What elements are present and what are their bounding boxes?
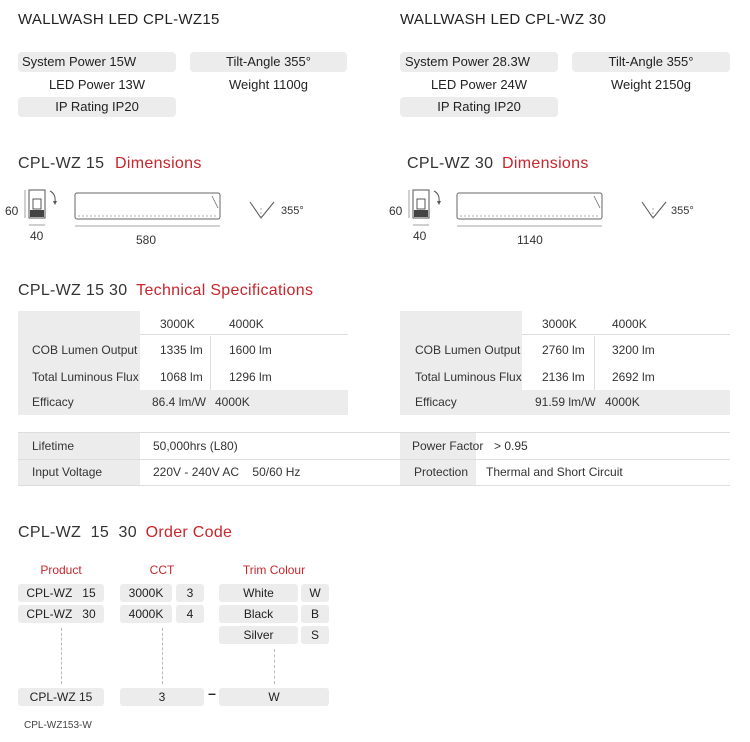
tech-table-1-cct-2: 4000K: [229, 317, 264, 331]
general-specs-row-divider: [18, 459, 730, 460]
order-trim-option-1-name: White: [219, 584, 298, 602]
lifetime-label: Lifetime: [32, 439, 75, 453]
dimensions-1-angle: 355°: [281, 205, 304, 217]
tech-specs-heading: [18, 282, 313, 300]
order-cct-connector: [162, 628, 163, 684]
dimensions-1-model: CPL-WZ 15: [18, 155, 105, 172]
order-result-product: CPL-WZ 15: [18, 688, 104, 706]
dimensions-2-model: CPL-WZ 30: [407, 155, 494, 172]
product-1-tilt-angle: Tilt-Angle 355°: [190, 52, 347, 72]
order-product-connector: [61, 628, 62, 684]
tech-table-2-row-2-value-2: 2692 lm: [612, 370, 655, 384]
tech-table-1-row-3-label: Efficacy: [32, 395, 74, 409]
power-factor-label: Power Factor: [412, 439, 484, 453]
tech-table-1-row-2-label: Total Luminous Flux: [32, 370, 139, 384]
order-code-label: Order Code: [145, 524, 233, 541]
tech-table-2-row-2-label: Total Luminous Flux: [415, 370, 522, 384]
order-cct-option-2-code: 4: [176, 605, 204, 623]
lifetime-value: 50,000hrs (L80): [153, 439, 238, 453]
order-trim-header: Trim Colour: [242, 563, 306, 577]
dimensions-1-length: 580: [136, 233, 157, 247]
dimensions-1-profile-drawing: [20, 185, 65, 230]
tech-table-2-row-2-value-1: 2136 lm: [542, 370, 585, 384]
order-trim-option-2-code: B: [301, 605, 329, 623]
dimensions-1-heading: [18, 155, 202, 173]
dimensions-2-height: 60: [389, 204, 403, 218]
product-1-title: WALLWASH LED CPL-WZ15: [18, 11, 220, 28]
order-cct-option-1-name: 3000K: [120, 584, 172, 602]
tech-table-1-row-3-value-2: 4000K: [215, 395, 250, 409]
dimensions-2-angle: 355°: [671, 205, 694, 217]
tech-table-2-row-1-label: COB Lumen Output: [415, 343, 521, 357]
order-trim-option-2-name: Black: [219, 605, 298, 623]
tech-table-1-row-1-value-1: 1335 lm: [160, 343, 203, 357]
dimensions-1-width: 40: [30, 229, 44, 243]
order-code-heading: [18, 524, 232, 542]
product-2-weight: Weight 2150g: [611, 77, 691, 92]
order-trim-connector: [274, 649, 275, 684]
product-2-tilt-angle: Tilt-Angle 355°: [572, 52, 730, 72]
order-result-trim: W: [219, 688, 329, 706]
tech-table-2-row-3-value-1: 91.59 lm/W: [535, 395, 596, 409]
order-cct-option-1-code: 3: [176, 584, 204, 602]
dimensions-1-height: 60: [5, 204, 19, 218]
input-voltage-value: 220V - 240V AC 50/60 Hz: [153, 465, 301, 479]
order-product-option-2: CPL-WZ 30: [18, 605, 104, 623]
tech-table-2-divider: [522, 334, 730, 335]
product-1-ip-rating: IP Rating IP20: [18, 97, 176, 117]
tech-table-1-row-1-label: COB Lumen Output: [32, 343, 138, 357]
order-trim-option-3-name: Silver: [219, 626, 298, 644]
dimensions-2-side-drawing: [454, 190, 606, 230]
product-2-system-power: System Power 28.3W: [400, 52, 558, 72]
tech-table-1-column-divider: [210, 336, 211, 390]
dimensions-2-angle-icon: [640, 198, 670, 220]
tech-table-1-row-2-value-2: 1296 lm: [229, 370, 272, 384]
tech-table-1-row-1-value-2: 1600 lm: [229, 343, 272, 357]
product-1-led-power: LED Power 13W: [48, 77, 146, 92]
input-voltage-label: Input Voltage: [32, 465, 103, 479]
order-trim-option-3-code: S: [301, 626, 329, 644]
dimensions-1-side-drawing: [72, 190, 224, 230]
tech-table-2-row-3-value-2: 4000K: [605, 395, 640, 409]
product-1-weight: Weight 1100g: [228, 77, 309, 92]
order-cct-header: CCT: [149, 563, 175, 577]
order-result-cct: 3: [120, 688, 204, 706]
product-1-system-power: System Power 15W: [18, 52, 176, 72]
order-product-header: Product: [40, 563, 82, 577]
tech-specs-label: Technical Specifications: [136, 282, 314, 299]
tech-table-2-cct-2: 4000K: [612, 317, 647, 331]
protection-label: Protection: [414, 465, 469, 479]
order-cct-option-2-name: 4000K: [120, 605, 172, 623]
dimensions-2-width: 40: [413, 229, 427, 243]
tech-table-1-row-3-value-1: 86.4 lm/W: [152, 395, 207, 409]
order-code-example: CPL-WZ153-W: [24, 720, 92, 731]
dimensions-2-profile-drawing: [404, 185, 449, 230]
product-2-title: WALLWASH LED CPL-WZ 30: [400, 11, 607, 28]
tech-specs-model: CPL-WZ 15 30: [18, 282, 128, 299]
order-product-option-1: CPL-WZ 15: [18, 584, 104, 602]
tech-table-1-cct-1: 3000K: [160, 317, 195, 331]
tech-table-2-column-divider: [594, 336, 595, 390]
order-result-separator: –: [208, 685, 216, 701]
order-code-model: CPL-WZ 15 30: [18, 524, 137, 541]
dimensions-2-heading: [407, 155, 589, 173]
tech-table-2-row-1-value-2: 3200 lm: [612, 343, 655, 357]
tech-table-2-cct-1: 3000K: [542, 317, 577, 331]
product-2-ip-rating: IP Rating IP20: [400, 97, 558, 117]
tech-table-2-row-1-value-1: 2760 lm: [542, 343, 585, 357]
tech-table-2-row-3-label: Efficacy: [415, 395, 457, 409]
order-trim-option-1-code: W: [301, 584, 329, 602]
power-factor-value: > 0.95: [494, 439, 528, 453]
product-2-led-power: LED Power 24W: [430, 77, 528, 92]
general-specs-bottom-border: [18, 485, 730, 486]
dimensions-1-angle-icon: [248, 198, 278, 220]
tech-table-1-row-2-value-1: 1068 lm: [160, 370, 203, 384]
dimensions-2-length: 1140: [517, 233, 543, 247]
dimensions-1-label: Dimensions: [115, 155, 202, 172]
dimensions-2-label: Dimensions: [502, 155, 589, 172]
protection-value: Thermal and Short Circuit: [486, 465, 623, 479]
tech-table-1-divider: [140, 334, 348, 335]
